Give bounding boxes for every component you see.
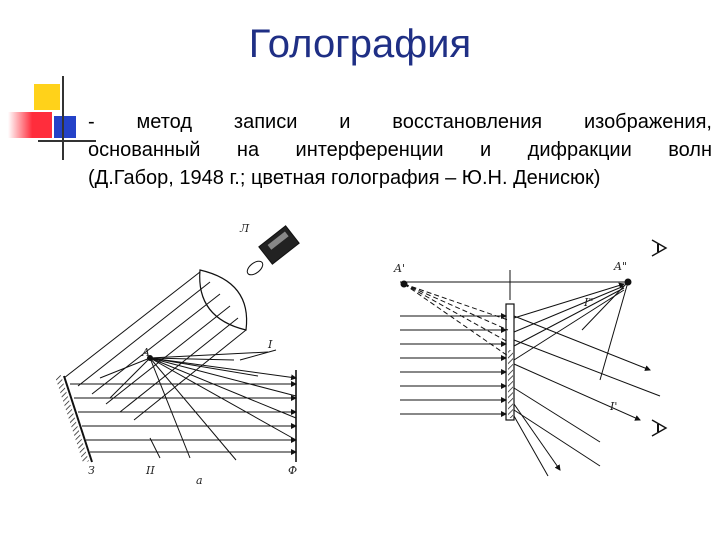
label-laser: Л: [240, 222, 250, 235]
label-beam-1: I": [584, 296, 594, 309]
label-plate: Ф: [288, 464, 298, 477]
slide-title: Голография: [248, 22, 472, 66]
lens-shape: [200, 270, 247, 330]
mirror-line: [64, 376, 92, 462]
body-line-2: основанный на интерференции и дифракции волн: [88, 139, 712, 161]
recording-diagram: [58, 226, 299, 462]
label-mirror: З: [88, 464, 95, 477]
eye-icon-bottom: [652, 420, 666, 436]
label-object: A: [142, 346, 150, 359]
label-beam-2: I': [610, 400, 618, 413]
eye-icon-top: [652, 240, 666, 256]
label-reference-wave: II: [146, 464, 155, 477]
body-line-1: - метод записи и восстановления изображения,: [88, 111, 712, 133]
label-object-wave: I: [268, 338, 273, 351]
label-caption: а: [196, 474, 203, 487]
label-real-image: A": [614, 260, 628, 273]
reconstruction-diagram: [400, 240, 666, 476]
body-line-3: (Д.Габор, 1948 г.; цветная голография – Ю.Н. Денисюк): [88, 167, 601, 189]
laser-icon: [245, 226, 299, 278]
label-virtual-image: A': [394, 262, 405, 275]
